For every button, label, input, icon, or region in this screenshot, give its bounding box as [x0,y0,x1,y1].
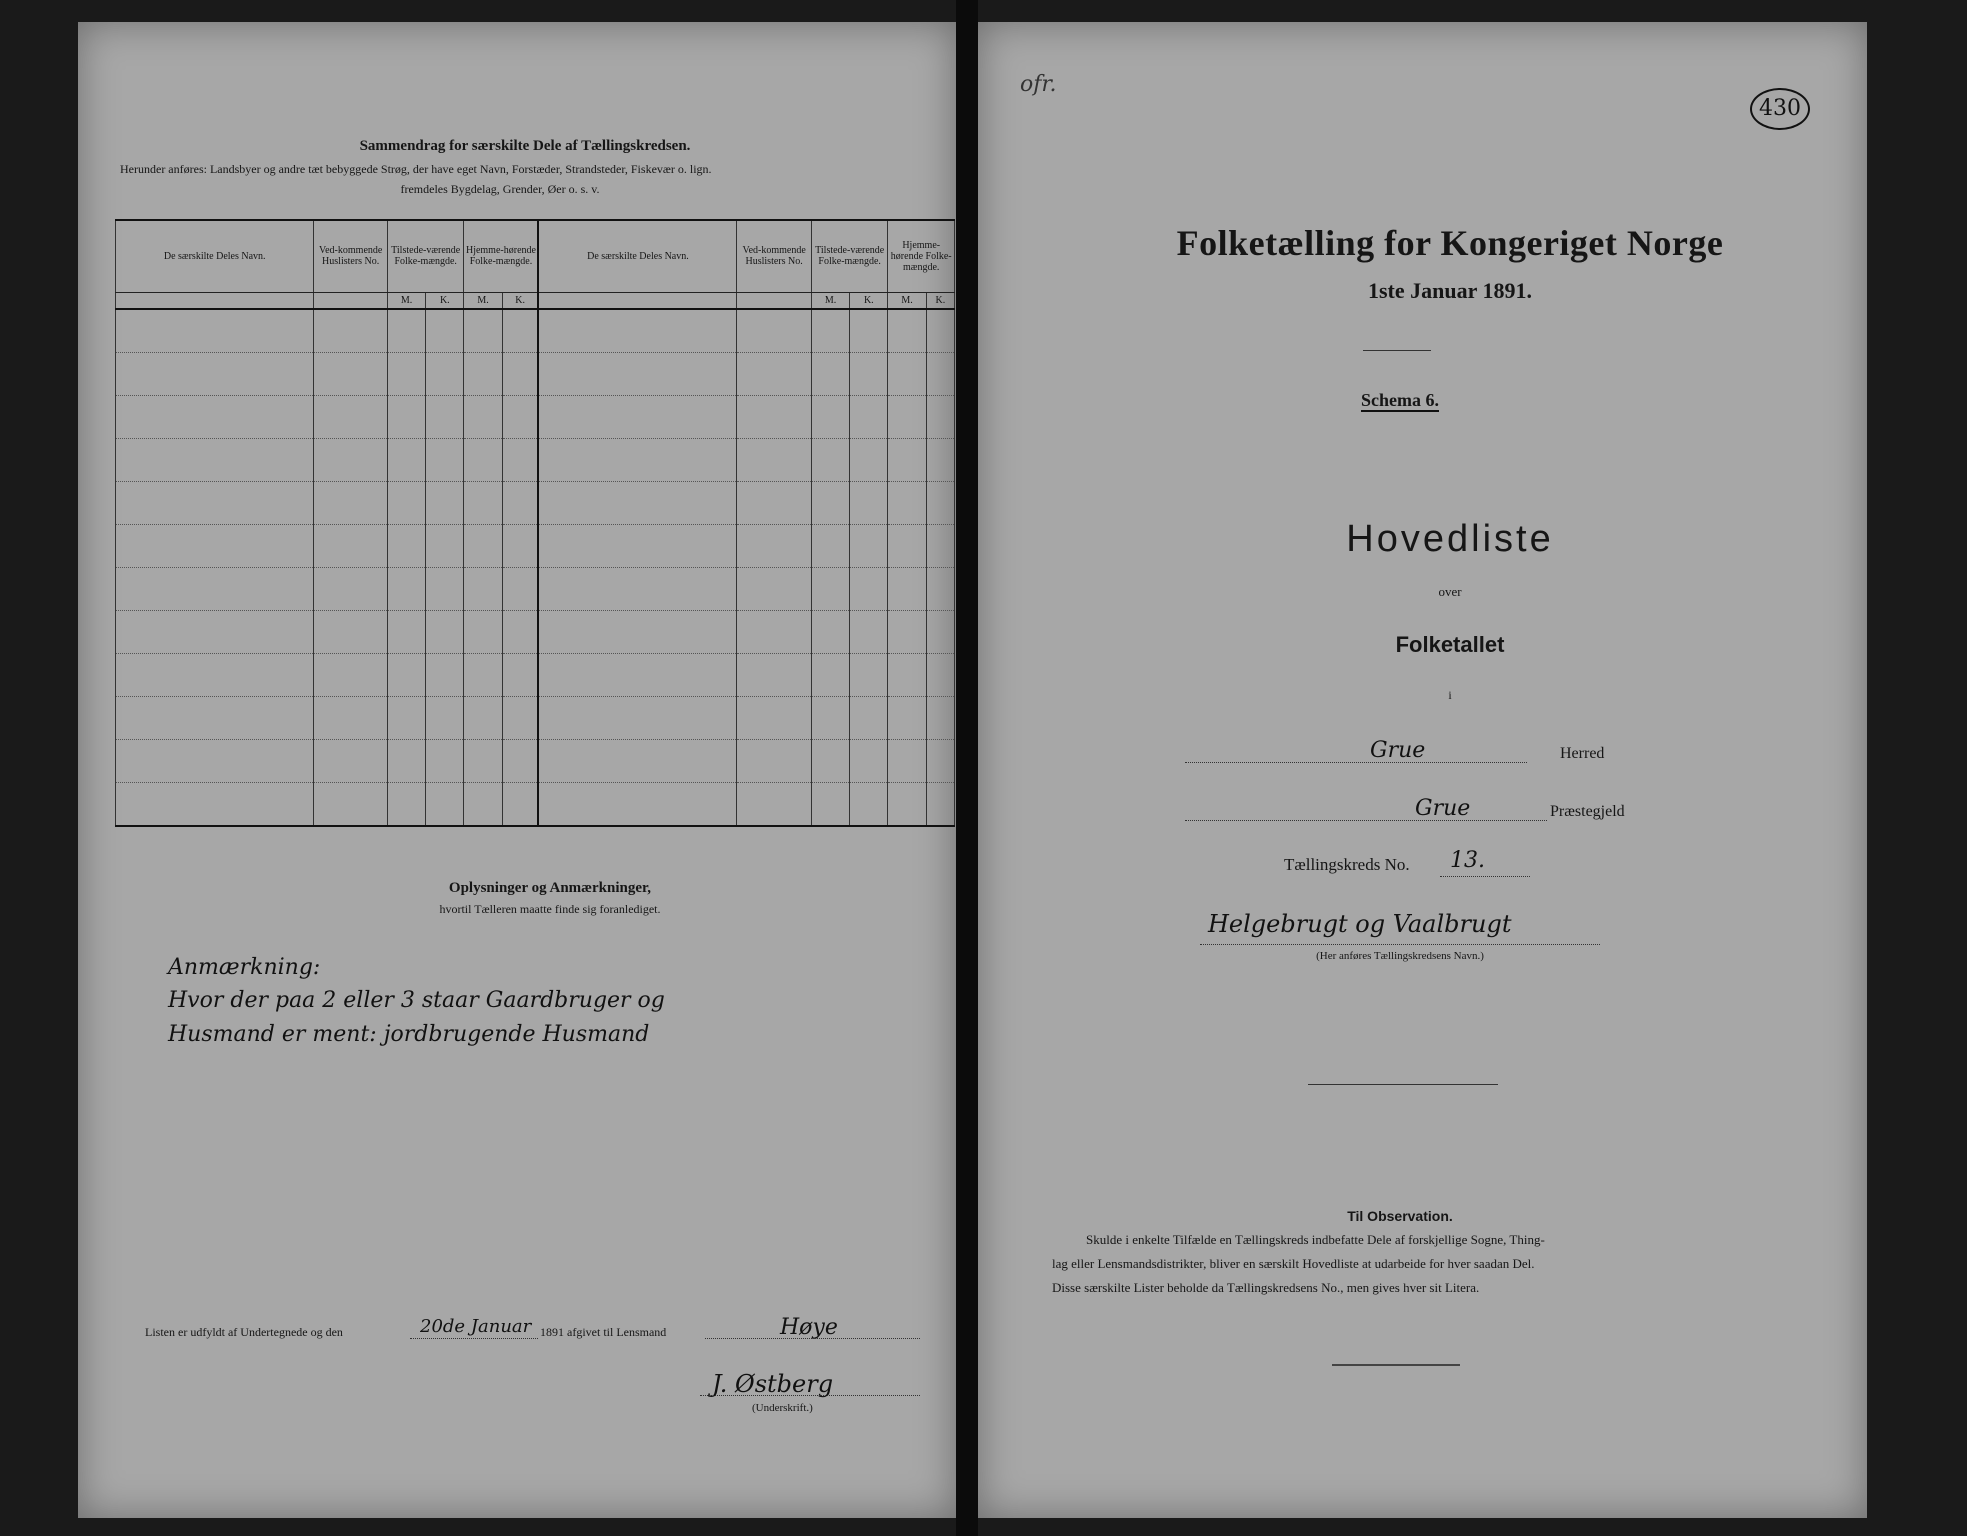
header-m: M. [811,292,849,309]
table-row [116,396,955,439]
table-row [116,654,955,697]
over-label: over [1438,584,1462,599]
table-row [116,309,955,353]
header-k: K. [850,292,888,309]
corner-mark: ofr. [1020,72,1057,97]
signature: J. Østberg [712,1370,834,1398]
header-k: K. [926,292,954,309]
prestegjeld-value: Grue [1415,796,1471,821]
tellingskreds-label: Tællingskreds No. [1284,855,1410,874]
header-name-2: De særskilte Deles Navn. [538,220,736,292]
handwritten-remark-heading: Anmærkning: [168,955,321,980]
header-hjemme-1: Hjemme-hørende Folke-mængde. [464,220,539,292]
census-title: Folketælling for Kongeriget Norge [1176,223,1724,263]
table-row [116,739,955,782]
table-row [116,782,955,826]
handwritten-remark-line1: Hvor der paa 2 eller 3 staar Gaardbruger og [168,988,665,1013]
table-row [116,611,955,654]
prestegjeld-label: Præstegjeld [1550,803,1625,820]
observation-line2: lag eller Lensmandsdistrikter, bliver en særskilt Hovedliste at udarbeide for hver saadan Del. [1052,1256,1535,1271]
tellingskreds-name: Helgebrugt og Vaalbrugt [1208,910,1512,938]
remarks-title: Oplysninger og Anmærkninger, [448,880,652,896]
header-huslister-2: Ved-kommende Huslisters No. [737,220,812,292]
header-name-1: De særskilte Deles Navn. [116,220,314,292]
header-m: M. [464,292,502,309]
table-row [116,525,955,568]
table-row [116,439,955,482]
summary-intro-line1: Herunder anføres: Landsbyer og andre tæt bebyggede Strøg, der have eget Navn, Forstæder, Strandsteder, Fiskevær o. lign. [120,162,712,176]
observation-title: Til Observation. [1347,1208,1453,1224]
table-row [116,353,955,396]
book-gutter [956,0,978,1536]
observation-line3: Disse særskilte Lister beholde da Tællingskredsens No., men gives hver sit Litera. [1052,1280,1480,1295]
header-k: K. [426,292,464,309]
summary-intro-line2: fremdeles Bygdelag, Grender, Øer o. s. v. [400,182,600,196]
summary-table [115,219,955,827]
footer-lensmand: Høye [780,1315,838,1340]
tellingskreds-name-caption: (Her anføres Tællingskredsens Navn.) [1316,950,1484,962]
underskrift-caption: (Underskrift.) [752,1402,813,1414]
herred-value: Grue [1370,738,1426,763]
footer-date: 20de Januar [420,1316,532,1337]
summary-title: Sammendrag for særskilte Dele af Tællingskredsen. [359,138,691,154]
table-row [116,482,955,525]
header-m: M. [387,292,425,309]
header-m: M. [888,292,926,309]
handwritten-remark-line2: Husmand er ment: jordbrugende Husmand [168,1022,650,1047]
schema-label: Schema 6. [1361,390,1439,410]
footer-prefix: Listen er udfyldt af Undertegnede og den [145,1325,343,1339]
header-hjemme-2: Hjemme-hørende Folke-mængde. [888,220,955,292]
i-label: i [1448,688,1452,702]
page-number-circle: 430 [1750,88,1810,130]
census-date: 1ste Januar 1891. [1368,278,1532,303]
tellingskreds-number: 13. [1450,848,1485,873]
header-tilstede-1: Tilstede-værende Folke-mængde. [387,220,464,292]
folketallet-heading: Folketallet [1395,632,1505,657]
hovedliste-heading: Hovedliste [1346,518,1554,560]
footer-middle: 1891 afgivet til Lensmand [540,1325,667,1339]
header-huslister-1: Ved-kommende Huslisters No. [314,220,388,292]
table-row [116,697,955,740]
observation-line1: Skulde i enkelte Tilfælde en Tællingskreds indbefatte Dele af forskjellige Sogne, Thing- [1086,1232,1545,1247]
header-tilstede-2: Tilstede-værende Folke-mængde. [811,220,888,292]
header-k: K. [502,292,538,309]
remarks-subtitle: hvortil Tælleren maatte finde sig foranlediget. [439,902,661,916]
herred-label: Herred [1560,745,1605,762]
table-row [116,568,955,611]
